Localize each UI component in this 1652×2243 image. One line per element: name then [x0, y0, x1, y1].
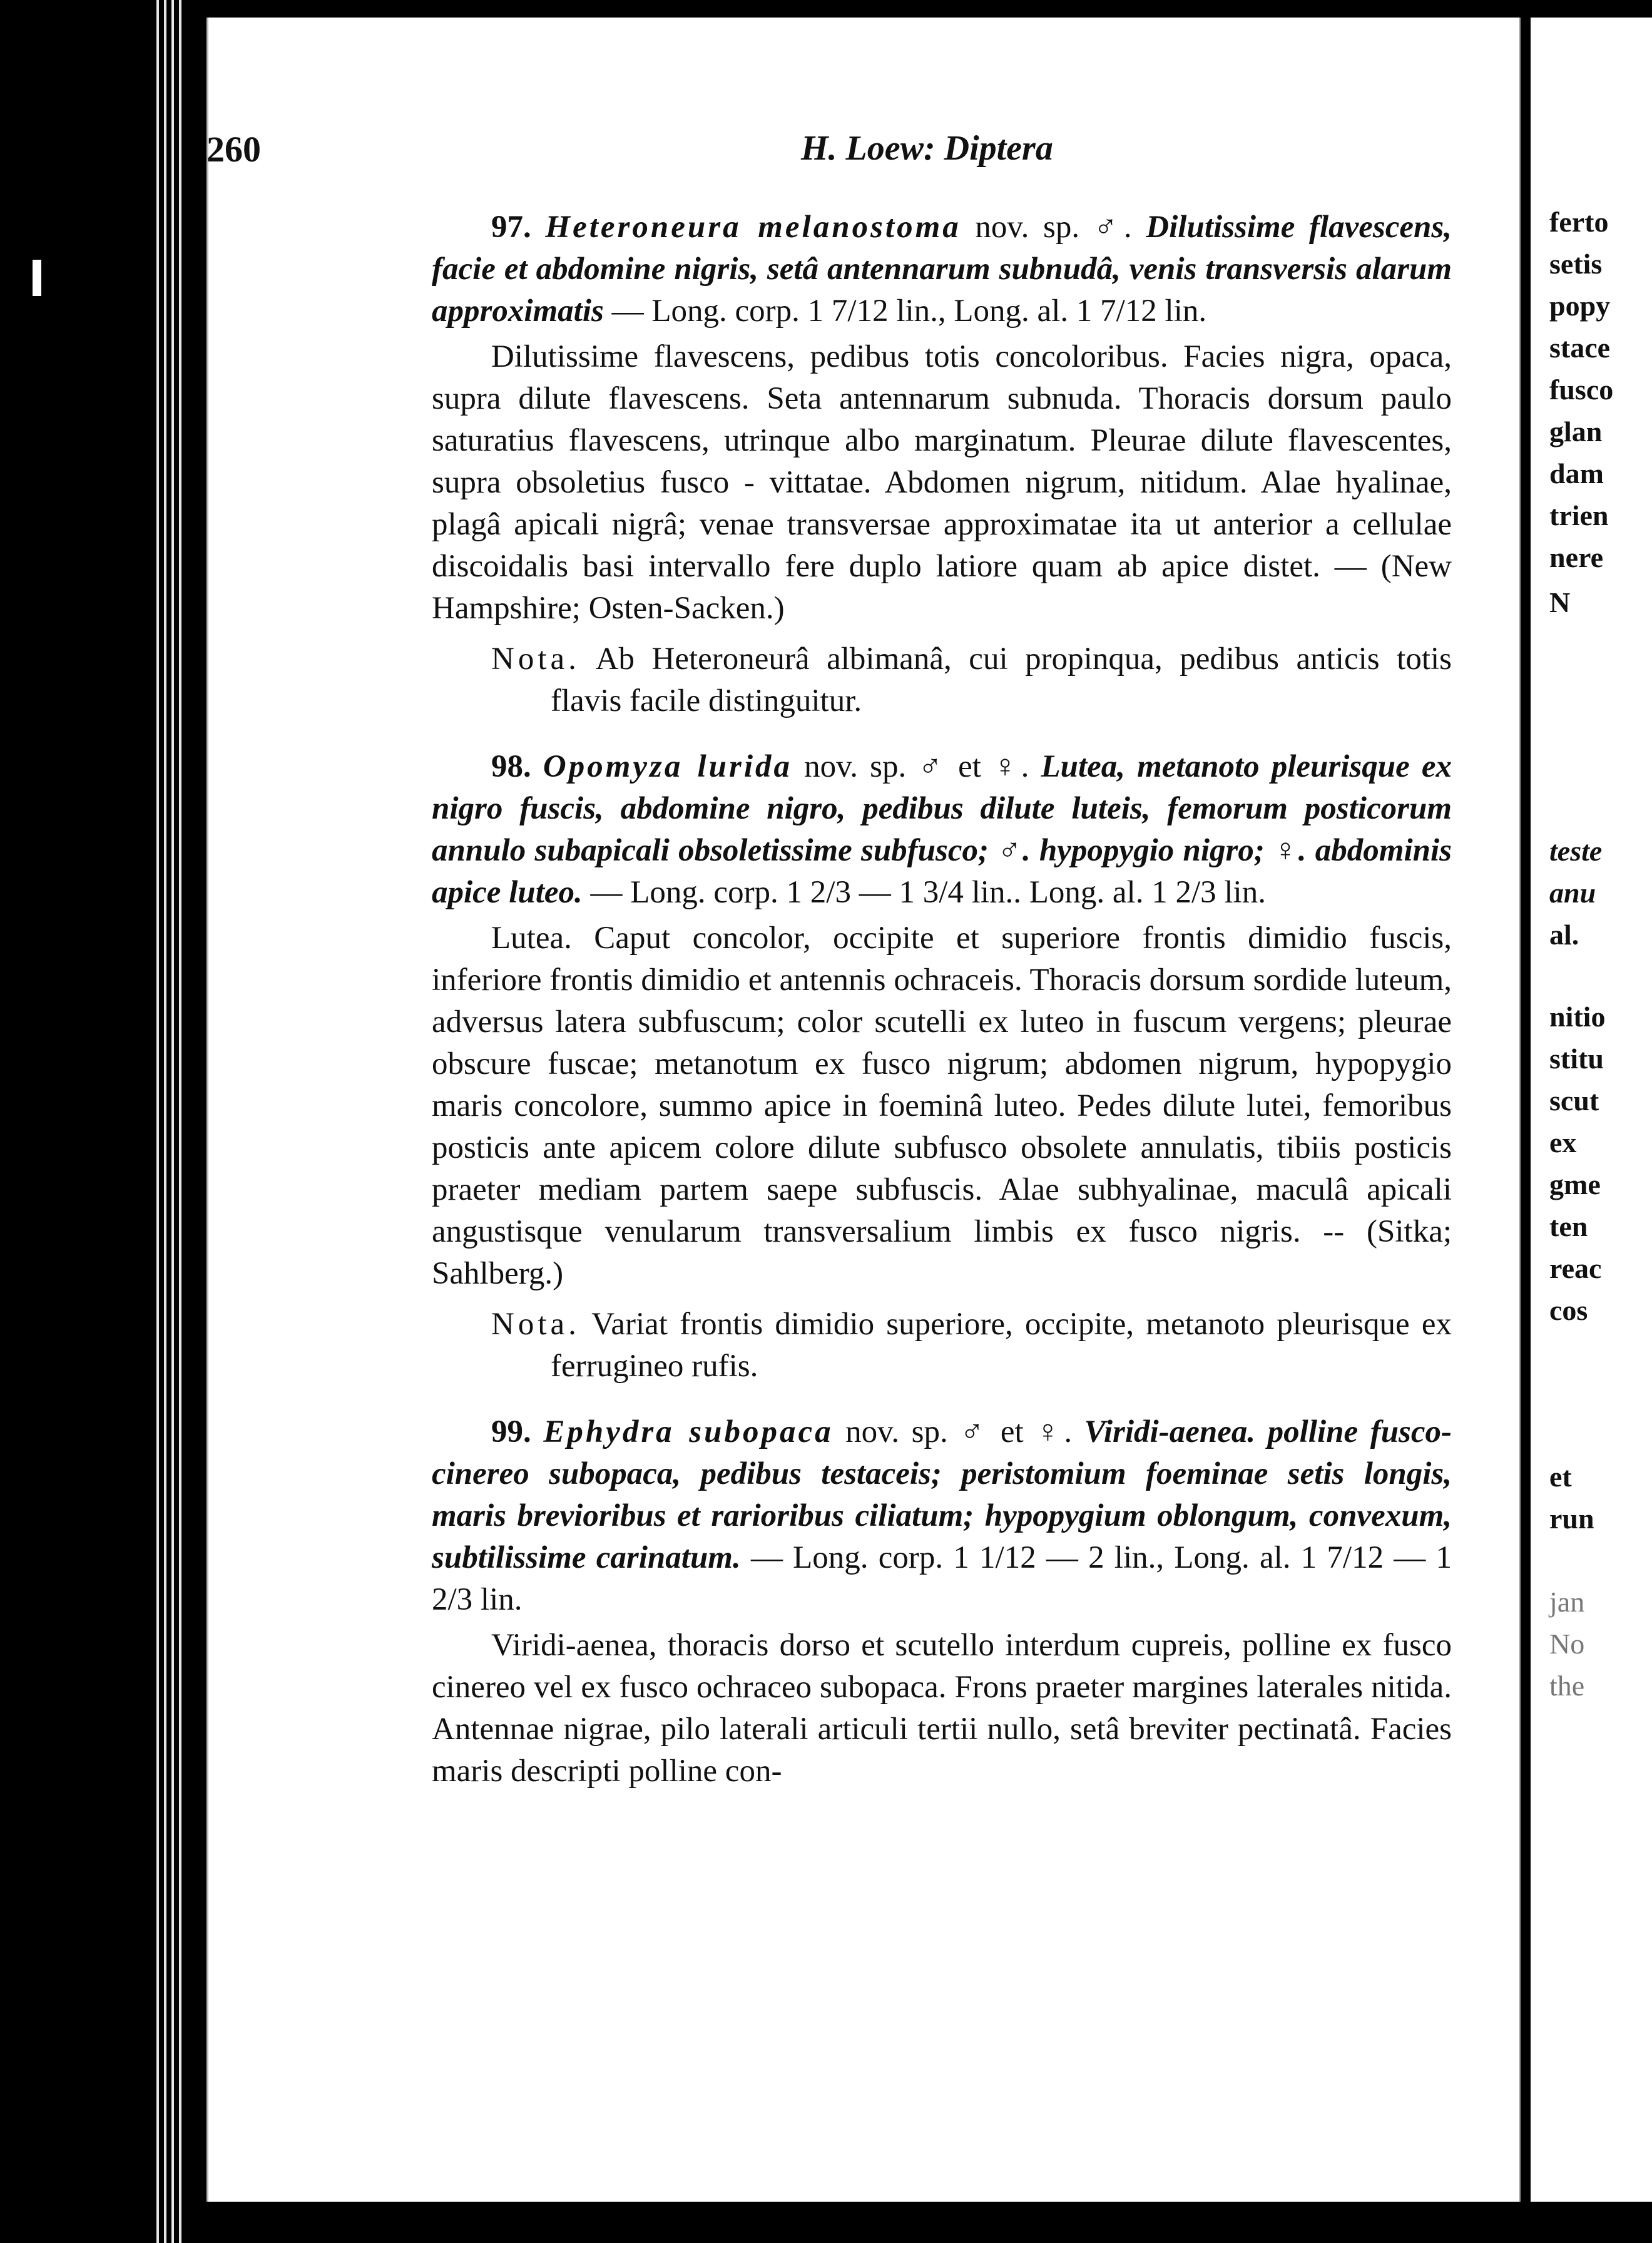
- species-entry: [432, 746, 1452, 914]
- adjacent-fragment: the: [1549, 1670, 1585, 1702]
- entry-number: 98.: [491, 749, 531, 784]
- adjacent-fragment: ex: [1549, 1127, 1577, 1158]
- species-name: Heteroneura melanostoma: [545, 210, 961, 245]
- species-description: Dilutissime flavescens, pedibus totis concoloribus. Facies nigra, opaca, supra dilute flavescens. Seta antennarum subnuda. Thoracis dorsum paulo saturatius flavescens, utrinque albo marginatum. Pleurae dilute flavescentes, supra obsoletius fusco - vittatae. Abdomen nigrum, nitidum. Alae hyalinae, plagâ apicali nigrâ; venae transversae approximatae ita ut anterior a cellulae discoidalis basi intervallo fere duplo latiore quam ab apice distet. — (New Hampshire; Osten-Sacken.): [432, 339, 1452, 626]
- page-edge-line: [164, 0, 166, 2243]
- note-text: Variat frontis dimidio superiore, occipite, metanoto pleurisque ex ferrugineo rufis.: [551, 1307, 1452, 1384]
- adjacent-fragment: popy: [1549, 290, 1611, 322]
- species-status: nov. sp. ♂ et ♀.: [804, 749, 1029, 784]
- species-entry: [432, 207, 1452, 332]
- adjacent-fragment: anu: [1549, 877, 1596, 909]
- species-note: [491, 1304, 1452, 1387]
- entry-number: 99.: [491, 1414, 531, 1449]
- adjacent-fragment: scut: [1549, 1085, 1599, 1116]
- page-edge-line: [171, 0, 174, 2243]
- adjacent-fragment: run: [1549, 1503, 1594, 1535]
- species-measure: — Long. corp. 1 2/3 — 1 3/4 lin.. Long. al. 1 2/3 lin.: [590, 875, 1266, 910]
- adjacent-page: [1531, 18, 1652, 2202]
- species-diagnosis: Lutea, metanoto pleurisque ex nigro fuscis, abdomine nigro, pedibus dilute luteis, femorum posticorum annulo subapicali obsoletissime subfusco; ♂. hypopygio nigro; ♀. abdominis apice luteo.: [432, 749, 1452, 910]
- species-measure: — Long. corp. 1 7/12 lin., Long. al. 1 7/12 lin.: [611, 294, 1207, 329]
- adjacent-fragment: teste: [1549, 835, 1603, 867]
- adjacent-fragment: nitio: [1549, 1001, 1606, 1033]
- species-status: nov. sp. ♂ et ♀.: [845, 1414, 1073, 1449]
- species-description: Lutea. Caput concolor, occipite et superiore frontis dimidio fuscis, inferiore frontis dimidio et antennis ochraceis. Thoracis dorsum sordide luteum, adversus latera subfuscum; color scutelli ex luteo in fuscum vergens; pleurae obscure fuscae; metanotum ex fusco nigrum; abdomen nigrum, hypopygio maris concolore, summo apice in foeminâ luteo. Pedes dilute lutei, femoribus posticis ante apicem colore dilute subfusco obsolete annulatis, tibiis posticis praeter mediam partem saepe subfuscis. Alae subhyalinae, maculâ apicali angustisque venularum transversalium limbis ex fusco nigris. -- (Sitka; Sahlberg.): [432, 921, 1452, 1291]
- adjacent-fragment: al.: [1549, 919, 1579, 951]
- adjacent-fragment: reac: [1549, 1252, 1602, 1284]
- adjacent-fragment: et: [1549, 1461, 1572, 1493]
- adjacent-fragment: N: [1549, 586, 1571, 618]
- running-title: H. Loew: Diptera: [801, 129, 1053, 168]
- note-text: Ab Heteroneurâ albimanâ, cui propinqua, pedibus anticis totis flavis facile distinguitur.: [551, 641, 1452, 718]
- adjacent-fragment: dam: [1549, 457, 1604, 489]
- species-entry: [432, 1411, 1452, 1621]
- adjacent-fragment: nere: [1549, 541, 1604, 573]
- book-spine: [0, 0, 181, 2243]
- adjacent-fragment: fusco: [1549, 374, 1614, 406]
- entry-number: 97.: [491, 210, 531, 245]
- note-label: Nota.: [491, 1307, 580, 1342]
- species-measure: — Long. corp. 1 1/12 — 2 lin., Long. al. 1 7/12 — 1 2/3 lin.: [432, 1540, 1452, 1617]
- adjacent-fragment: stitu: [1549, 1043, 1604, 1075]
- page-edge-line: [156, 0, 159, 2243]
- species-description: Viridi-aenea, thoracis dorso et scutello interdum cupreis, polline ex fusco cinereo vel ex fusco ochraceo subopaca. Frons praeter margines laterales nitida. Antennae nigrae, pilo laterali articuli tertii nullo, setâ breviter pectinatâ. Facies maris descripti polline con-: [432, 1628, 1452, 1789]
- adjacent-fragment: stace: [1549, 332, 1611, 364]
- adjacent-fragment: No: [1549, 1628, 1585, 1660]
- spine-mark: [33, 260, 41, 296]
- species-name: Ephydra subopaca: [543, 1414, 834, 1449]
- adjacent-fragment: glan: [1549, 416, 1603, 447]
- species-status: nov. sp. ♂.: [975, 210, 1132, 245]
- adjacent-fragment: gme: [1549, 1168, 1601, 1200]
- adjacent-fragment: jan: [1549, 1586, 1585, 1618]
- page-edge-line: [179, 0, 181, 2243]
- species-diagnosis: Dilutissime flavescens, facie et abdomine nigris, setâ antennarum subnudâ, venis transversis alarum approximatis: [432, 210, 1452, 329]
- page-number: 260: [206, 129, 261, 170]
- species-name: Opomyza lurida: [543, 749, 792, 784]
- note-label: Nota.: [491, 641, 580, 677]
- adjacent-fragment: cos: [1549, 1294, 1588, 1326]
- adjacent-fragment: trien: [1549, 499, 1609, 531]
- adjacent-fragment: setis: [1549, 248, 1603, 280]
- species-note: [491, 638, 1452, 722]
- page-body: [432, 207, 1452, 1792]
- adjacent-fragment: ten: [1549, 1210, 1588, 1242]
- adjacent-fragment: ferto: [1549, 206, 1609, 238]
- species-diagnosis: Viridi-aenea. polline fusco-cinereo subopaca, pedibus testaceis; peristomium foeminae setis longis, maris brevioribus et rarioribus ciliatum; hypopygium oblongum, convexum, subtilissime carinatum.: [432, 1414, 1452, 1575]
